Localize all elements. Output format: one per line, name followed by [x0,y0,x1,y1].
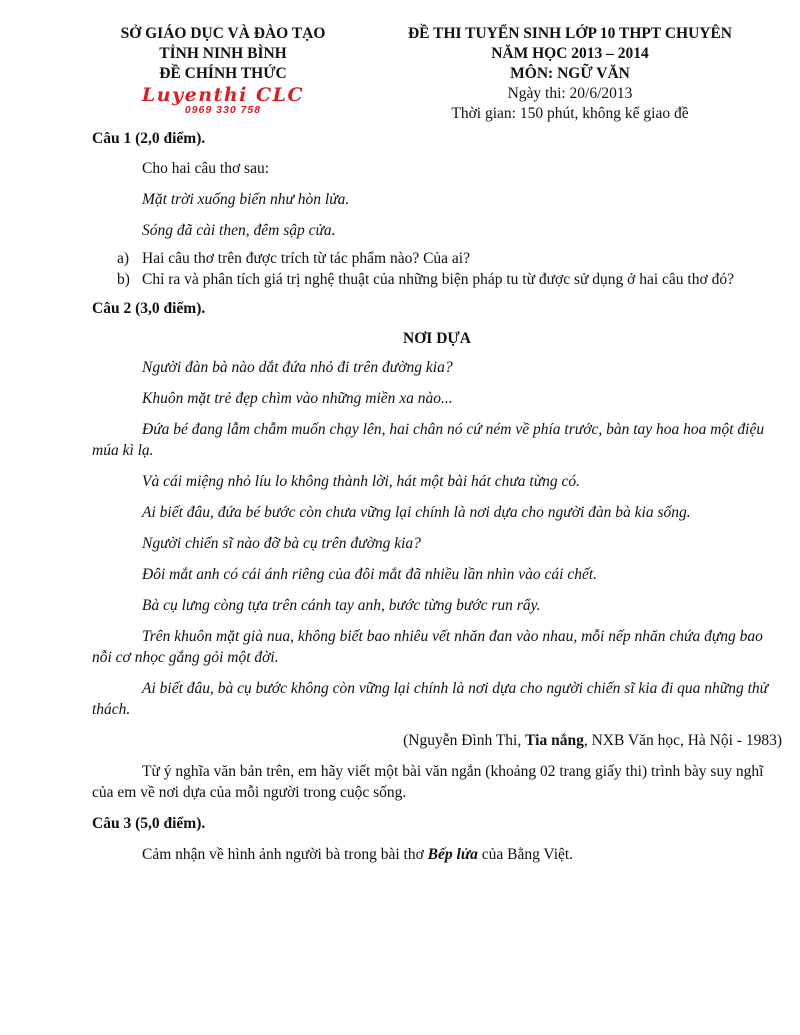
header-left [98,24,348,116]
header-right [380,24,760,124]
subject: MÔN: NGỮ VĂN [510,65,630,82]
q1-heading: Câu 1 (2,0 điểm). [92,130,206,147]
poem-line: Người chiến sĩ nào đỡ bà cụ trên đường kia? [142,535,421,552]
q1-part-b-marker: b) [117,271,130,288]
q1-part-a-text: Hai câu thơ trên được trích từ tác phẩm nào? Của ai? [142,250,470,267]
source-author: (Nguyễn Đình Thi, [403,732,526,749]
exam-title: ĐỀ THI TUYỂN SINH LỚP 10 THPT CHUYÊN [407,25,732,42]
poem-line: Khuôn mặt trẻ đẹp chìm vào những miền xa nào... [142,390,453,407]
poem-line: Người đàn bà nào dắt đứa nhỏ đi trên đường kia? [142,359,453,376]
q3-task-prefix: Cảm nhận về hình ảnh người bà trong bài thơ [142,846,428,863]
q3-task [92,844,782,865]
school-year: NĂM HỌC 2013 – 2014 [491,45,649,62]
exam-content [92,125,782,865]
poem-source [92,730,782,751]
poem-line: Và cái miệng nhỏ líu lo không thành lời, hát một bài hát chưa từng có. [142,473,581,490]
q1-part-a [92,249,782,268]
exam-date: Ngày thi: 20/6/2013 [507,85,633,102]
watermark-phone: 0969 330 758 [184,104,262,116]
poem-line: Ai biết đâu, đứa bé bước còn chưa vững lại chính là nơi dựa cho người đàn bà kia sống. [142,504,691,521]
q1-verse-2: Sóng đã cài then, đêm sập cửa. [142,222,336,239]
poem-title: NƠI DỰA [403,330,471,347]
q1-verse-1: Mặt trời xuống biển như hòn lửa. [142,191,350,208]
q3-heading: Câu 3 (5,0 điểm). [92,815,206,832]
department-name: SỞ GIÁO DỤC VÀ ĐÀO TẠO [120,25,326,42]
official-label: ĐỀ CHÍNH THỨC [159,65,287,82]
poem-line: Đôi mắt anh có cái ánh riêng của đôi mắt đã nhiều lần nhìn vào cái chết. [142,566,598,583]
poem-line: Đứa bé đang lẫm chẫm muốn chạy lên, hai chân nó cứ ném về phía trước, bàn tay hoa hoa một điệu múa kì lạ. [92,421,765,459]
q1-intro: Cho hai câu thơ sau: [142,160,270,177]
poem-line: Bà cụ lưng còng tựa trên cánh tay anh, bước từng bước run rẩy. [142,597,541,614]
q2-heading: Câu 2 (3,0 điểm). [92,300,206,317]
source-book-title: Tia nắng [525,732,584,749]
poem-line: Trên khuôn mặt già nua, không biết bao nhiêu vết nhăn đan vào nhau, mỗi nếp nhăn chứa đựng bao nỗi cơ nhọc gắng gỏi một đời. [92,628,763,666]
q2-task: Từ ý nghĩa văn bản trên, em hãy viết một bài văn ngắn (khoảng 02 trang giấy thi) trình bày suy nghĩ của em về nơi dựa của mỗi người trong cuộc sống. [92,763,764,801]
province-name: TỈNH NINH BÌNH [159,45,287,62]
poem-line: Ai biết đâu, bà cụ bước không còn vững lại chính là nơi dựa cho người chiến sĩ kia đi qua những thử thách. [92,680,769,718]
q3-task-suffix: của Bằng Việt. [477,846,574,863]
q3-poem-title: Bếp lửa [427,846,478,863]
q1-part-a-marker: a) [117,250,130,267]
source-publisher: , NXB Văn học, Hà Nội - 1983) [583,732,782,749]
watermark-logo: Luyenthi CLC [141,84,305,106]
exam-duration: Thời gian: 150 phút, không kể giao đề [451,105,689,122]
q1-part-b [92,270,782,289]
q1-part-b-text: Chỉ ra và phân tích giá trị nghệ thuật của những biện pháp tu từ được sử dụng ở hai câu thơ đó? [142,271,734,288]
